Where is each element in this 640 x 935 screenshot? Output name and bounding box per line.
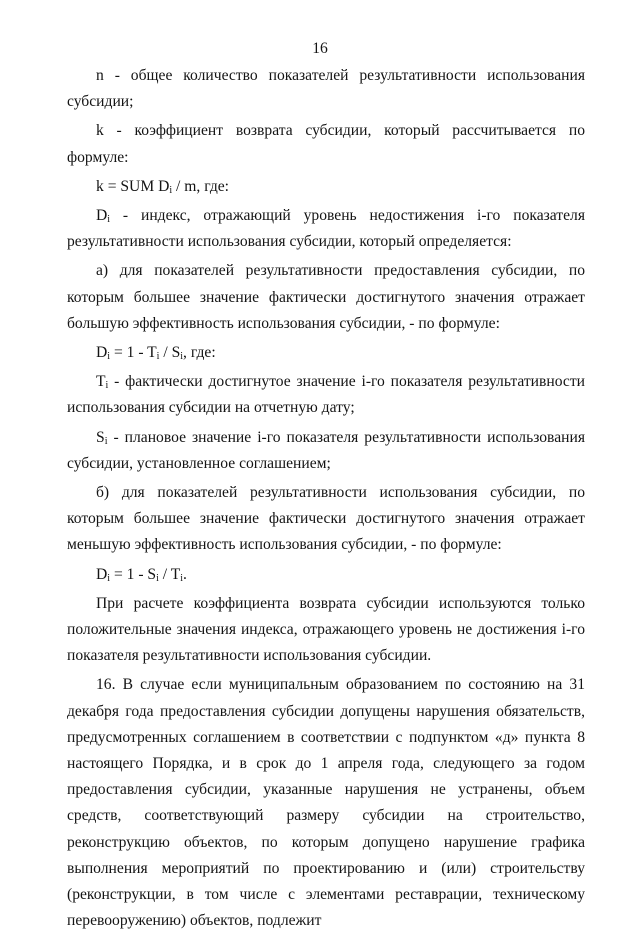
di-definition: $D_i$ - индекс, отражающий уровень недостижения i-го показателя результативности использования субсидии, который определяется: bbox=[67, 207, 585, 251]
n-definition: n - общее количество показателей результативности использования субсидии; bbox=[67, 67, 585, 111]
document-body bbox=[67, 63, 585, 935]
formula-b: $D_i = 1 - S_i / T_i$. bbox=[96, 565, 187, 584]
item-16: 16. В случае если муниципальным образованием по состоянию на 31 декабря года предоставления субсидии допущены нарушения обязательств, предусмотренных соглашением в соответствии с подпунктом «д» пункта 8 настоящего Порядка, и в срок до 1 апреля года, следующего за годом предоставления субсидии, указанные нарушения не устранены, объем средств, соответствующий размеру субсидии на строительство, реконструкцию объектов, по которым допущено нарушение графика выполнения мероприятий по проектированию и (или) строительству (реконструкции, в том числе с элементами реставрации, техническому перевооружению) объектов, подлежит bbox=[67, 676, 585, 930]
item-a: а) для показателей результативности предоставления субсидии, по которым большее значение фактически достигнутого значения отражает большую эффективность использования субсидии, - по формуле: bbox=[67, 262, 585, 332]
k-formula: k = SUM $D_i$ / m, где: bbox=[96, 177, 230, 196]
formula-a: $D_i = 1 - T_i / S_i$, где: bbox=[96, 344, 216, 363]
item-b: б) для показателей результативности использования субсидии, по которым большее значение фактически достигнутого значения отражает меньшую эффективность использования субсидии, - по формуле: bbox=[67, 484, 585, 554]
ti-definition: $T_i$ - фактически достигнутое значение i-го показателя результативности использования субсидии на отчетную дату; bbox=[67, 373, 585, 417]
si-definition: $S_i$ - плановое значение i-го показателя результативности использования субсидии, установленное соглашением; bbox=[67, 428, 585, 472]
k-definition: k - коэффициент возврата субсидии, который рассчитывается по формуле: bbox=[67, 122, 585, 166]
calculation-note: При расчете коэффициента возврата субсидии используются только положительные значения индекса, отражающего уровень не достижения i-го показателя результативности использования субсидии. bbox=[67, 594, 585, 665]
page-number: 16 bbox=[312, 40, 328, 57]
